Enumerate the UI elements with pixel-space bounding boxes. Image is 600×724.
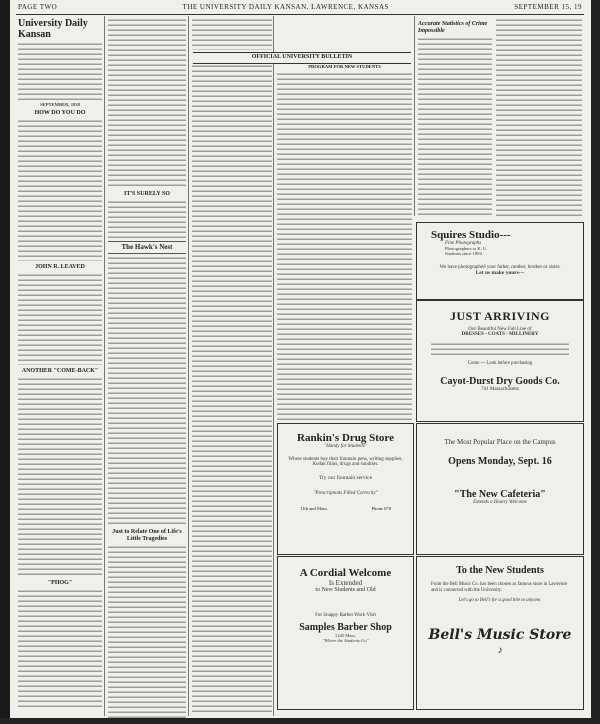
samples-line3: For Snappy Barber Work Visit xyxy=(315,613,376,618)
bells-music-ad xyxy=(416,556,584,710)
column-rule xyxy=(104,16,105,716)
editorial-headline: JOHN R. LEAVED xyxy=(35,264,85,271)
crime-headline: Accurate Statistics of Crime Impossible xyxy=(418,21,488,34)
squires-line4: We have photographed your father, mother, brother or sister. xyxy=(439,265,561,270)
news-body xyxy=(192,64,272,714)
squires-line5: Let us make yours--- xyxy=(475,270,525,276)
page-header xyxy=(18,3,582,13)
editorial-headline: "PHOG" xyxy=(47,580,73,587)
editorial-headline: HOW DO YOU DO xyxy=(34,110,86,117)
scan-edge-right xyxy=(591,0,600,724)
bulletin-subtitle: PROGRAM FOR NEW STUDENTS xyxy=(308,64,381,69)
rankin-title: Rankin's Drug Store xyxy=(297,432,394,444)
bells-logo: Bell's Music Store xyxy=(428,627,572,643)
rankin-tag: "Handy for Students" xyxy=(324,444,367,449)
squires-line2: Photographers to K. U. xyxy=(445,246,488,251)
cafeteria-title: "The New Cafeteria" xyxy=(454,489,546,500)
cayot-durst-ad xyxy=(416,300,584,422)
crime-article-cont xyxy=(496,18,582,218)
bells-line1: From the Bell Music Co. has been chosen as famous store in Lawrence and is connected with the University. xyxy=(431,582,568,593)
samples-tag: "Where the Students Go" xyxy=(322,638,369,643)
arriving-line2: DRESSES - COATS - MILLINERY xyxy=(461,332,539,337)
rankin-line2: Try our fountain service xyxy=(318,475,373,481)
arriving-line3: Come --- Look before purchasing xyxy=(467,361,533,366)
header-paper-name: THE UNIVERSITY DAILY KANSAN, LAWRENCE, KANSAS xyxy=(182,3,389,11)
crime-article xyxy=(418,18,492,218)
cafeteria-line1: The Most Popular Place on the Campus xyxy=(444,438,556,446)
arriving-description xyxy=(431,342,569,356)
bulletin-program xyxy=(277,72,412,420)
feature-headline: Just to Relate One of Life's Little Tragedies xyxy=(112,529,182,542)
crime-body-left xyxy=(418,37,492,218)
column-rule xyxy=(188,16,189,716)
cafeteria-line2: Opens Monday, Sept. 16 xyxy=(448,456,552,467)
scan-edge-bottom xyxy=(0,718,600,724)
arriving-line1: Our Beautiful New Fall Line of xyxy=(468,327,532,332)
new-cafeteria-ad xyxy=(416,423,584,555)
bulletin-program-body xyxy=(277,72,412,420)
arriving-store: Cayot-Durst Dry Goods Co. xyxy=(440,376,560,387)
squires-studio-ad xyxy=(416,222,584,300)
editorial-column xyxy=(18,18,102,718)
arriving-title: JUST ARRIVING xyxy=(450,309,550,323)
editorial-body xyxy=(18,377,102,577)
hawks-nest-body xyxy=(108,256,186,526)
rankin-footer xyxy=(300,506,391,511)
rankin-phone: Phone 678 xyxy=(371,506,391,511)
editorial-body xyxy=(18,119,102,261)
features-column xyxy=(108,18,186,718)
feature-body xyxy=(108,18,186,188)
rankin-address: 11th and Mass. xyxy=(300,506,328,511)
column-rule xyxy=(273,16,274,716)
arriving-address: 741 Massachusetts xyxy=(481,387,519,392)
squires-title: Squires Studio--- xyxy=(431,229,511,241)
header-rule xyxy=(16,14,584,15)
feature-body xyxy=(108,200,186,238)
squires-line1: Fine Photographs xyxy=(445,241,482,246)
masthead-date: SEPTEMBER, 1928 xyxy=(40,102,80,107)
squires-line3: Students since 1894 xyxy=(445,251,482,256)
bells-line2: Let's go to Bell's for a good bite to anyone. xyxy=(458,598,542,603)
header-page-number: PAGE TWO xyxy=(18,3,58,11)
rankins-drug-ad xyxy=(277,423,414,555)
bulletin-title: OFFICIAL UNIVERSITY BULLETIN xyxy=(251,54,353,60)
samples-line1: Is Extended xyxy=(328,579,363,587)
cafeteria-tag: Extends a Hearty Welcome xyxy=(473,500,527,505)
rankin-line3: "Prescriptions Filled Correctly" xyxy=(313,491,378,496)
crime-body-right xyxy=(496,18,582,218)
header-date: SEPTEMBER 15, 19 xyxy=(514,3,582,11)
music-note-icon: ♪ xyxy=(497,645,503,656)
rankin-line1: Where students buy their fountain pens, writing supplies, Kodak films, drugs and sundries. xyxy=(288,457,403,467)
samples-barber-ad xyxy=(277,556,414,710)
editorial-body xyxy=(18,589,102,709)
feature-headline: IT'S SURELY SO xyxy=(124,191,170,197)
samples-title: A Cordial Welcome xyxy=(299,567,392,579)
samples-line2: to New Students and Old xyxy=(315,587,376,593)
scan-edge-left xyxy=(0,0,10,724)
masthead-staff-list xyxy=(18,42,102,100)
bells-title: To the New Students xyxy=(456,565,544,576)
bulletin-header-bar xyxy=(193,52,411,64)
editorial-headline: ANOTHER "COME-BACK" xyxy=(21,368,99,375)
samples-address: 1245 Mass. xyxy=(334,633,357,638)
editorial-body xyxy=(18,273,102,365)
masthead-title: University Daily Kansan xyxy=(18,18,88,40)
news-column xyxy=(192,64,272,714)
column-rule xyxy=(414,16,415,216)
feature-body xyxy=(108,545,186,718)
bulletin-top-body xyxy=(192,18,272,50)
samples-name: Samples Barber Shop xyxy=(299,622,392,633)
hawks-nest-title: The Hawk's Nest xyxy=(108,241,186,254)
